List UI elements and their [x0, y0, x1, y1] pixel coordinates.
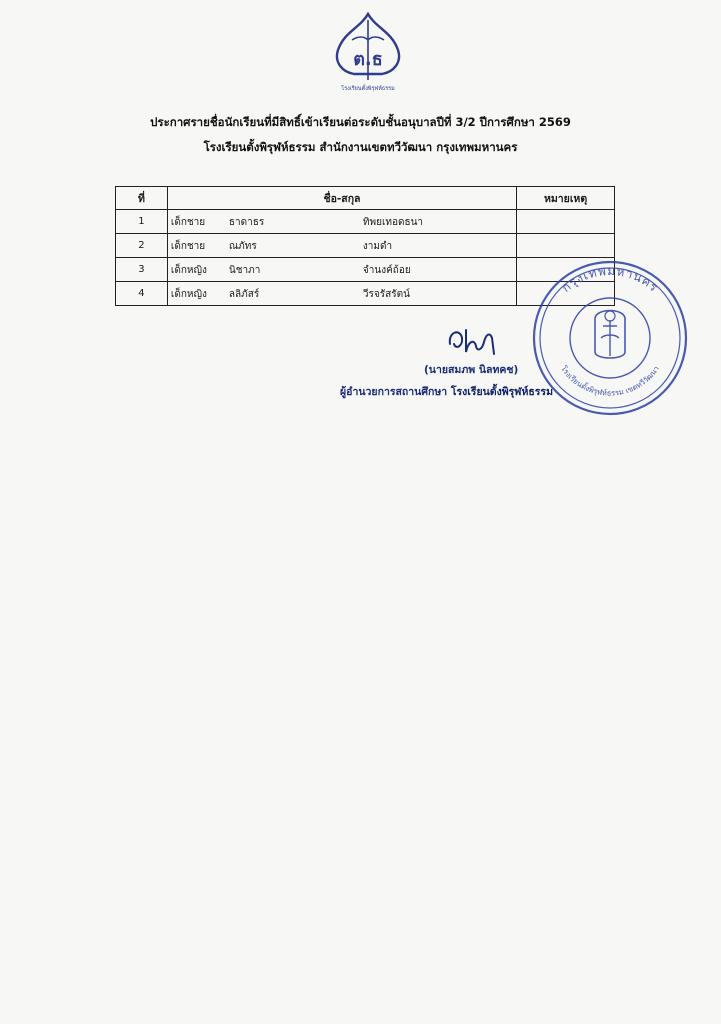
note-cell [517, 234, 615, 258]
table-row [116, 210, 615, 234]
name-prefix: เด็กชาย [170, 241, 206, 252]
name-prefix: เด็กหญิง [170, 265, 207, 276]
school-subtitle: โรงเรียนตั้งพิรุฬห์ธรรม สำนักงานเขตทวีวัฒนา กรุงเทพมหานคร [203, 140, 518, 154]
name-prefix: เด็กชาย [170, 217, 206, 228]
svg-text:ต.ธ: ต.ธ [353, 49, 383, 70]
school-emblem-icon [330, 10, 406, 94]
first-name: ลลิภัสร์ [228, 289, 260, 300]
logo-caption: โรงเรียนตั้งพิรุฬห์ธรรม [341, 86, 395, 92]
signer-position [340, 383, 553, 400]
row-number: 1 [116, 210, 168, 234]
last-name: ทิพยเทอดธนา [362, 217, 424, 228]
student-name [167, 282, 516, 306]
handwritten-signature-icon [444, 324, 500, 358]
student-name [167, 258, 516, 282]
first-name: ณภัทร [228, 241, 257, 252]
announcement-title: ประกาศรายชื่อนักเรียนที่มีสิทธิ์เข้าเรียนต่อระดับชั้นอนุบาลปีที่ 3/2 ปีการศึกษา 2569 [150, 115, 571, 129]
stamp-top-text: กรุงเทพมหานคร [558, 263, 662, 295]
first-name: ธาดาธร [228, 217, 265, 228]
last-name: วีรจรัสรัตน์ [362, 289, 410, 300]
signer-name: (นายสมภพ นิลทคช) [424, 364, 519, 376]
svg-text:โรงเรียนตั้งพิรุฬห์ธรรม เขตทวี [559, 364, 661, 397]
svg-text:กรุงเทพมหานคร [559, 264, 661, 295]
note-cell [517, 210, 615, 234]
first-name: นิชาภา [228, 265, 261, 276]
position-label: ผู้อำนวยการสถานศึกษา [340, 386, 448, 398]
table-header-row [116, 187, 615, 210]
column-header-note: หมายเหตุ [517, 187, 615, 210]
row-number: 4 [116, 282, 168, 306]
row-number: 2 [116, 234, 168, 258]
name-prefix: เด็กหญิง [170, 289, 207, 300]
student-name [167, 210, 516, 234]
last-name: งามดำ [362, 241, 393, 252]
last-name: จำนงค์ถ้อย [362, 265, 411, 276]
row-number: 3 [116, 258, 168, 282]
position-school: โรงเรียนตั้งพิรุฬห์ธรรม [450, 386, 553, 398]
stamp-bottom-text: โรงเรียนตั้งพิรุฬห์ธรรม เขตทวีวัฒนา [559, 364, 661, 398]
column-header-name: ชื่อ-สกุล [167, 187, 516, 210]
column-header-no: ที่ [116, 187, 168, 210]
student-name [167, 234, 516, 258]
table-row [116, 234, 615, 258]
